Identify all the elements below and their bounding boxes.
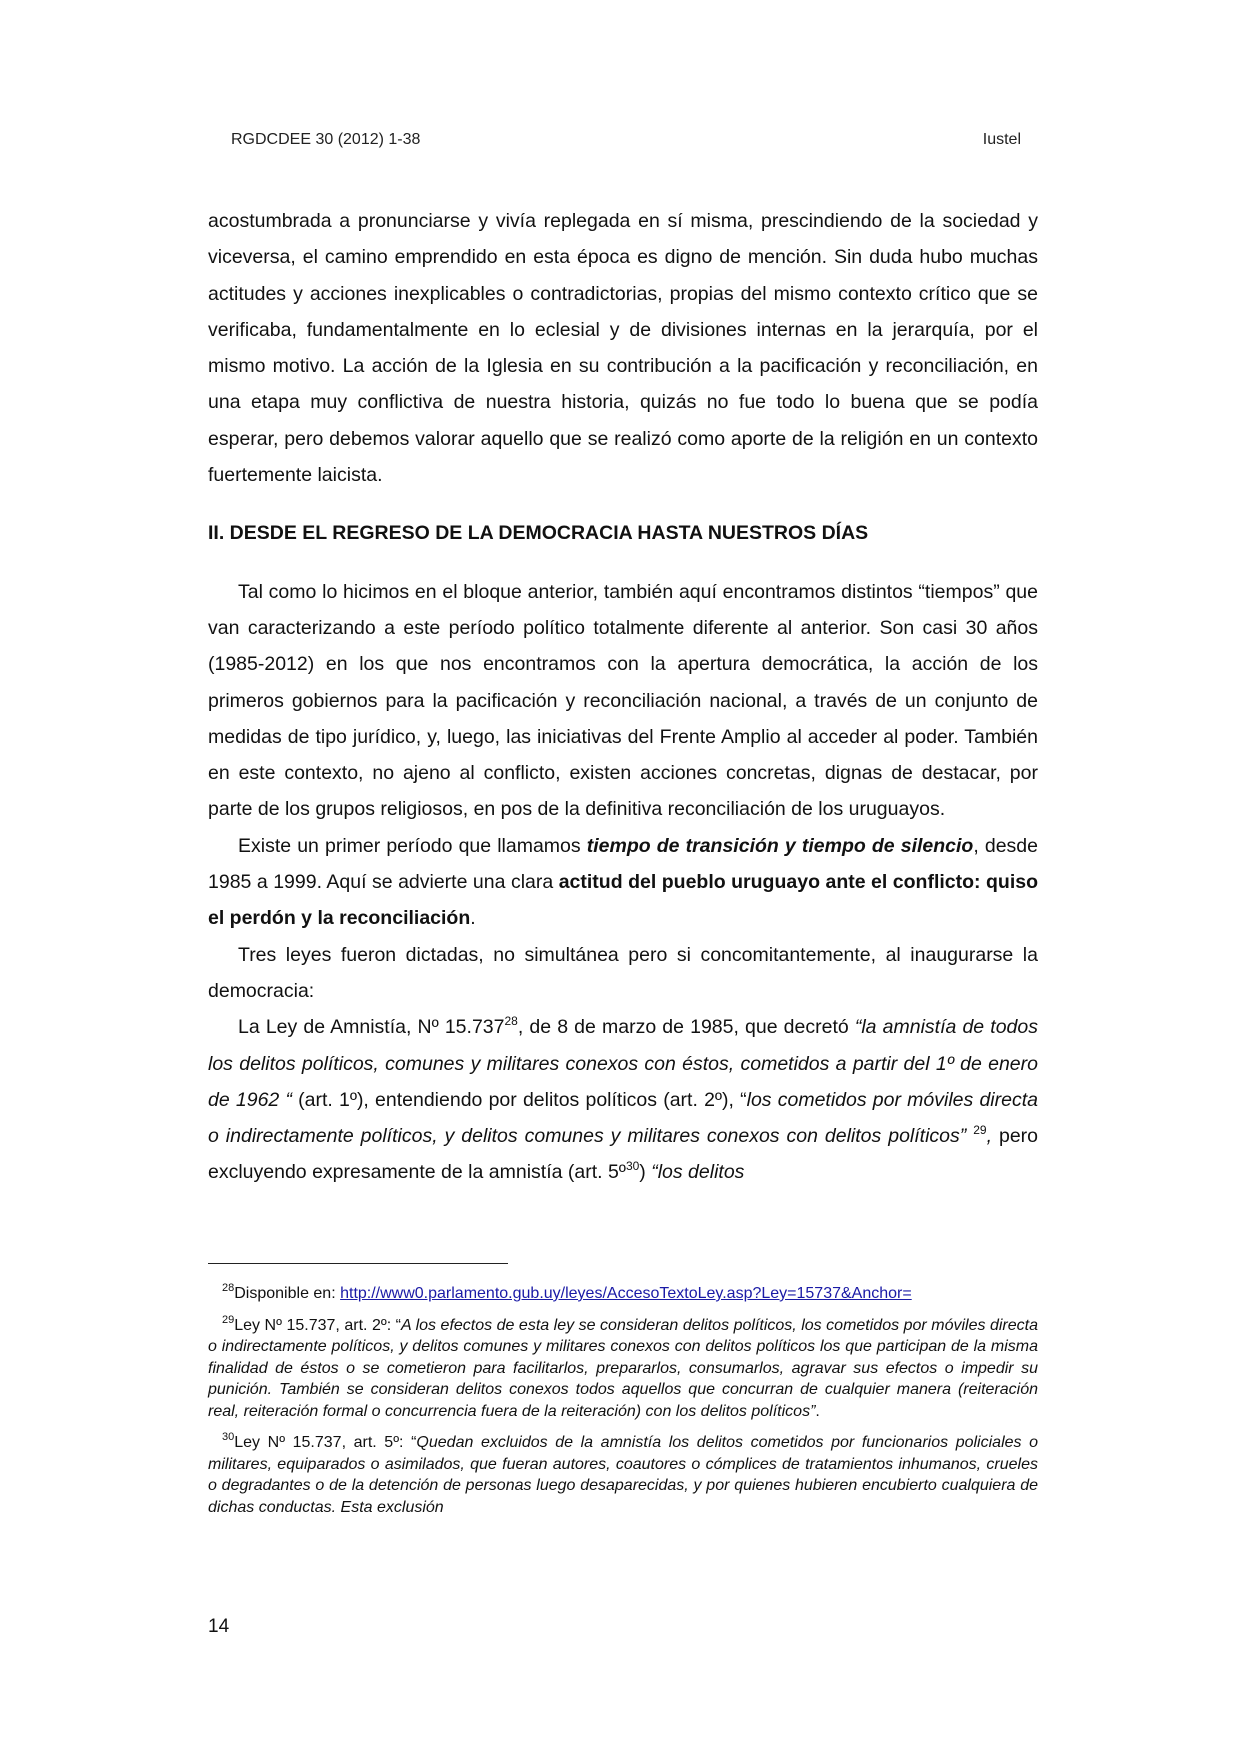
p5-text-g: pero excluyendo expresamente de la amnistía (art. 5º [208,1125,1039,1184]
p3-emphasis-period: tiempo de transición y tiempo de silencio [586,834,974,857]
main-text [208,203,1038,1191]
footnote-ref-30[interactable]: 30 [625,1159,640,1174]
p5-comma: , [986,1125,993,1148]
p5-text-h: ) [639,1161,652,1184]
footnote-28 [208,1283,1038,1305]
footnote-28-label: Disponible en: [234,1285,341,1302]
footnote-ref-28[interactable]: 28 [504,1014,518,1029]
p5-text-b: , de 8 de marzo de 1985, que decretó [517,1016,855,1039]
footnote-28-link[interactable]: http://www0.parlamento.gub.uy/leyes/AccesoTextoLey.asp?Ley=15737&Anchor= [340,1285,912,1302]
footnote-29-end: . [815,1402,820,1420]
footnote-30-lead: Ley Nº 15.737, art. 5º: “ [234,1434,417,1451]
paragraph-2: Tal como lo hicimos en el bloque anterior, también aquí encontramos distintos “tiempos” que van caracterizando a este período político totalmente diferente al anterior. Son casi 30 años (1985-2012) en los que nos encontramos con la apertura democrática, la acción de los primeros gobiernos para la pacificación y reconciliación nacional, a través de un conjunto de medidas de tipo jurídico, y, luego, las iniciativas del Frente Amplio al acceder al poder. También en este contexto, no ajeno al conflicto, existen acciones concretas, dignas de destacar, por parte de los grupos religiosos, en pos de la definitiva reconciliación de los uruguayos. [208,580,1038,821]
p5-text-a: La Ley de Amnistía, Nº 15.737 [238,1016,505,1039]
p5-quote-2: los cometidos por móviles directa o indirectamente políticos, y delitos comunes y militares conexos con delitos políticos” [208,1088,1038,1148]
p3-text-e: . [470,907,476,930]
footnote-30 [208,1432,1038,1518]
p3-bold-attitude: actitud del pueblo uruguayo ante el conflicto: quiso el perdón y la reconciliación [208,871,1039,930]
footnotes [208,1283,1038,1528]
publisher-name: Iustel [982,131,1021,148]
footnote-29 [208,1315,1038,1423]
paragraph-1: acostumbrada a pronunciarse y vivía replegada en sí misma, prescindiendo de la sociedad y viceversa, el camino emprendido en esta época es digno de mención. Sin duda hubo muchas actitudes y acciones inexplicables o contradictorias, propias del mismo contexto crítico que se verificaba, fundamentalmente en lo eclesial y de divisiones internas en la jerarquía, por el mismo motivo. La acción de la Iglesia en su contribución a la pacificación y reconciliación, en una etapa muy conflictiva de nuestra historia, quizás no fue todo lo buena que se podía esperar, pero debemos valorar aquello que se realizó como aporte de la religión en un contexto fuertemente laicista. [208,210,1038,487]
paragraph-4: Tres leyes fueron dictadas, no simultánea pero si concomitantemente, al inaugurarse la democracia: [208,943,1038,1002]
journal-citation: RGDCDEE 30 (2012) 1-38 [231,131,421,148]
footnote-separator [208,1263,508,1264]
footnote-30-number: 30 [222,1431,235,1443]
p3-text-c: , desde 1985 a 1999. Aquí se advierte una clara [208,834,1038,894]
p5-quote-3: “los delitos [651,1161,745,1184]
p5-text-d: (art. 1º), entendiendo por delitos políticos (art. 2º), “ [291,1088,747,1111]
p3-text-a: Existe un primer período que llamamos [238,834,587,857]
footnote-29-quote: A los efectos de esta ley se consideran delitos políticos, los cometidos por móviles directa o indirectamente políticos, y delitos comunes y militares conexos con delitos políticos los que participan de la misma finalidad de éstos o se cometieron para facilitarlos, prepararlos, consumarlos, agravar sus efectos o impedir su punición. También se consideran delitos conexos todos aquellos que concurran de cualquier manera (reiteración real, reiteración formal o concurrencia fuera de la reiteración) con los delitos políticos” [208,1316,1039,1420]
page-number: 14 [208,1616,230,1637]
paragraph-5 [208,1009,1038,1190]
footnote-29-lead: Ley Nº 15.737, art. 2º: “ [234,1316,401,1334]
section-heading: II. DESDE EL REGRESO DE LA DEMOCRACIA HASTA NUESTROS DÍAS [208,522,869,545]
footnote-30-quote: Quedan excluidos de la amnistía los delitos cometidos por funcionarios policiales o militares, equiparados o asimilados, que fueran autores, coautores o cómplices de tratamientos inhumanos, crueles o degradantes o de la detención de personas luego desaparecidas, y por quienes hubieren encubierto cualquiera de dichas conductas. Esta exclusión [208,1434,1039,1516]
p5-quote-1: “la amnistía de todos los delitos políticos, comunes y militares conexos con éstos, cometidos a partir del 1º de enero de 1962 “ [208,1016,1038,1111]
paragraph-3 [208,828,1038,937]
footnote-29-number: 29 [222,1313,235,1326]
footnote-ref-29[interactable]: 29 [973,1123,987,1138]
footnote-28-number: 28 [222,1282,235,1294]
